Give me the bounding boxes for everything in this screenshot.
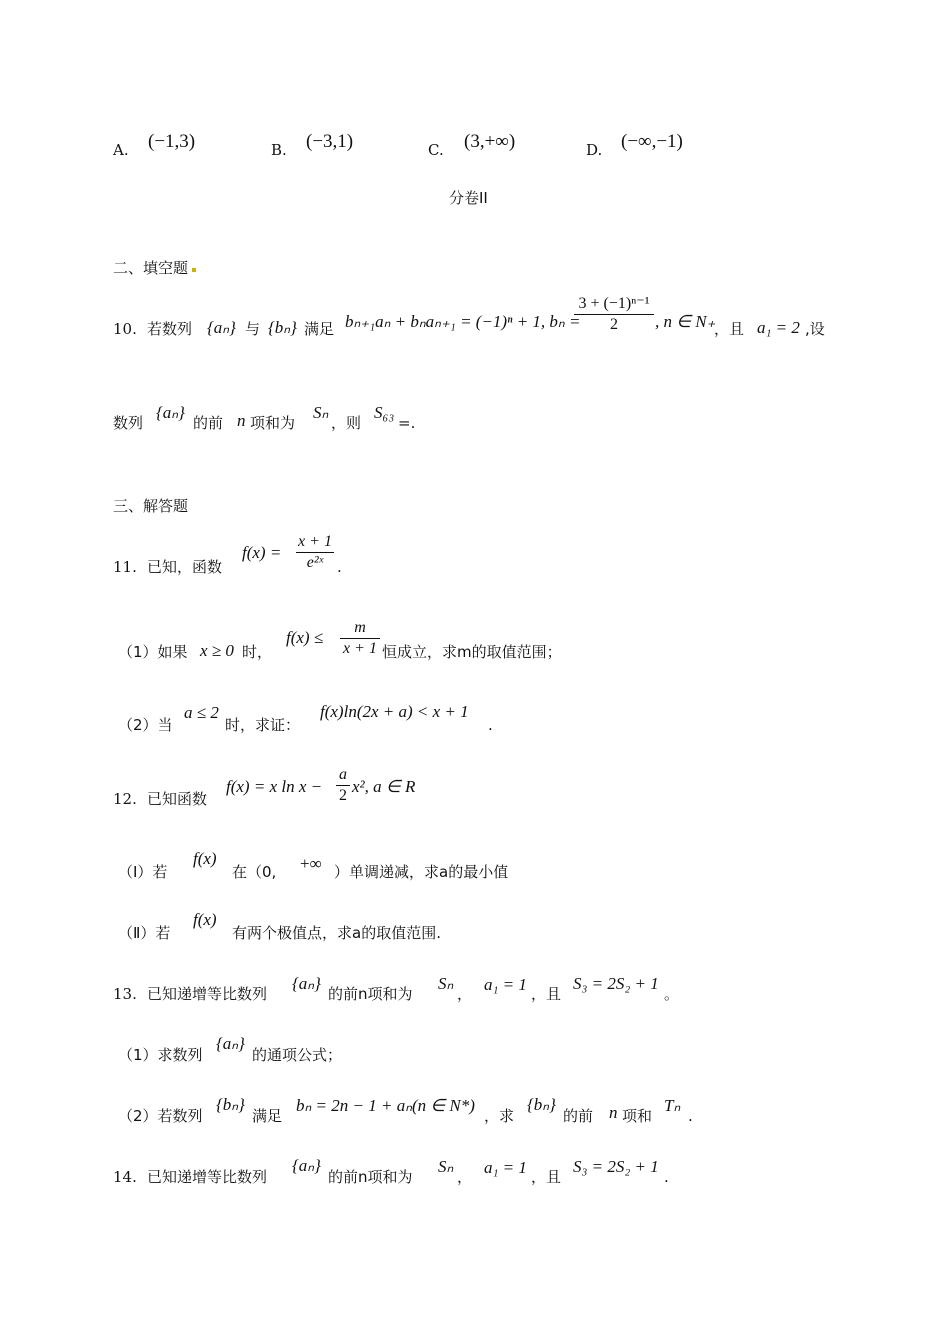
math-sum-63: S₆₃	[374, 403, 395, 422]
question-text: ）单调递减，求a的最小值	[334, 863, 509, 881]
question-number: 13.	[113, 985, 137, 1003]
question-text: .	[664, 1168, 669, 1186]
fraction-numerator: a	[339, 766, 347, 783]
math-fraction	[336, 766, 350, 805]
math-condition: , n ∈ N₊	[655, 312, 716, 331]
option-a-value: (−1,3)	[148, 131, 196, 152]
question-text: 项和为	[250, 414, 296, 432]
part-label: （2）若数列	[118, 1107, 203, 1125]
math-sequence-a: {aₙ}	[207, 318, 236, 337]
math-initial-value: a₁ = 1	[484, 975, 527, 994]
question-text: 满足	[304, 320, 335, 338]
section-heading-answer: 三、解答题	[113, 497, 189, 515]
math-recurrence: bₙ₊₁aₙ + bₙaₙ₊₁ = (−1)ⁿ + 1, bₙ =	[345, 312, 581, 331]
fraction-numerator: 3 + (−1)ⁿ⁻¹	[578, 295, 650, 312]
question-text: .	[688, 1107, 693, 1125]
question-text: 有两个极值点，求a的取值范围.	[232, 924, 441, 942]
question-text: 若数列	[147, 320, 193, 338]
question-text: 已知函数	[147, 790, 208, 808]
question-text: 已知递增等比数列	[147, 985, 268, 1003]
math-sum: Sₙ	[313, 403, 329, 422]
question-text: 。	[664, 985, 680, 1003]
fraction-denominator: e²ˣ	[306, 554, 324, 571]
math-function: f(x)	[193, 849, 217, 868]
part-label: （1）求数列	[118, 1046, 203, 1064]
question-text: 项和	[622, 1107, 653, 1125]
question-text: 恒成立，求m的取值范围；	[382, 643, 562, 661]
fraction-denominator: 2	[339, 787, 347, 804]
question-number: 14.	[113, 1168, 137, 1186]
fraction-bar	[340, 638, 380, 639]
math-function: f(x)	[193, 910, 217, 929]
fraction-bar	[574, 314, 654, 315]
fraction-bar	[336, 785, 350, 786]
question-number: 10.	[113, 320, 137, 338]
question-text: 已知递增等比数列	[147, 1168, 268, 1186]
part-label: （Ⅰ）若	[118, 863, 168, 881]
part-label: （Ⅱ）若	[118, 924, 171, 942]
question-text: 在（0,	[232, 863, 277, 881]
math-condition: a ≤ 2	[184, 703, 219, 722]
question-text: ，且	[531, 1168, 562, 1186]
question-text: 的前	[193, 414, 224, 432]
question-text: 已知，函数	[147, 558, 223, 576]
question-text: 时，	[242, 643, 273, 661]
math-n: n	[609, 1103, 618, 1122]
question-number: 11.	[113, 558, 137, 576]
option-d-value: (−∞,−1)	[621, 131, 683, 152]
option-c-label: C.	[428, 141, 444, 159]
option-b-value: (−3,1)	[306, 131, 354, 152]
question-text: ，	[457, 985, 473, 1003]
question-text: ，	[457, 1168, 473, 1186]
question-text: 数列	[113, 414, 144, 432]
part-title: 分卷II	[449, 189, 488, 207]
fraction-denominator: 2	[610, 316, 618, 333]
question-number: 12.	[113, 790, 137, 808]
math-fraction	[296, 533, 334, 572]
question-text: ，则	[331, 414, 362, 432]
math-sum-t: Tₙ	[664, 1096, 681, 1115]
math-initial-value: a₁ = 2	[757, 318, 800, 337]
math-sum: Sₙ	[438, 974, 454, 993]
marker-dot-icon	[192, 268, 196, 272]
math-sequence-b: {bₙ}	[216, 1095, 245, 1114]
question-text: ，求	[484, 1107, 515, 1125]
part-label: （1）如果	[118, 643, 188, 661]
math-sequence-a: {aₙ}	[156, 403, 185, 422]
question-text: 与	[245, 320, 261, 338]
option-b-label: B.	[271, 141, 287, 159]
math-sequence-b: {bₙ}	[268, 318, 297, 337]
fraction-numerator: m	[354, 619, 366, 636]
section-heading-text: 二、填空题	[113, 259, 189, 277]
question-text: ,设	[805, 320, 825, 338]
question-text: 的通项公式；	[252, 1046, 343, 1064]
math-fraction	[574, 295, 654, 334]
fraction-bar	[296, 552, 334, 553]
question-text: ，且	[531, 985, 562, 1003]
question-text: 的前n项和为	[328, 985, 413, 1003]
math-sequence-a: {aₙ}	[292, 974, 321, 993]
math-function-rest: x², a ∈ R	[352, 777, 416, 796]
math-sequence-a: {aₙ}	[216, 1034, 245, 1053]
math-sum: Sₙ	[438, 1157, 454, 1176]
question-text: .	[488, 716, 493, 734]
math-equation: S₃ = 2S₂ + 1	[573, 974, 659, 993]
question-text: .	[337, 558, 342, 576]
fraction-numerator: x + 1	[298, 533, 332, 550]
math-equation: S₃ = 2S₂ + 1	[573, 1157, 659, 1176]
question-text: 满足	[252, 1107, 283, 1125]
math-fraction	[340, 619, 380, 658]
math-condition: x ≥ 0	[200, 641, 234, 660]
math-initial-value: a₁ = 1	[484, 1158, 527, 1177]
question-text: =.	[398, 414, 416, 432]
part-label: （2）当	[118, 716, 173, 734]
math-sequence-b: {bₙ}	[527, 1095, 556, 1114]
math-inequality: f(x)ln(2x + a) < x + 1	[320, 702, 469, 721]
math-function: f(x) =	[242, 543, 282, 562]
question-text: 时，求证：	[225, 716, 301, 734]
math-sequence-a: {aₙ}	[292, 1156, 321, 1175]
question-text: 的前	[563, 1107, 594, 1125]
math-infinity: +∞	[300, 854, 322, 873]
section-heading-fill-in	[113, 261, 196, 276]
option-c-value: (3,+∞)	[464, 131, 516, 152]
question-text: ，且	[714, 320, 745, 338]
option-d-label: D.	[586, 141, 603, 159]
math-function: f(x) ≤	[286, 628, 324, 647]
question-text: 的前n项和为	[328, 1168, 413, 1186]
option-a-label: A.	[113, 141, 129, 159]
math-function: f(x) = x ln x −	[226, 777, 323, 796]
math-equation: bₙ = 2n − 1 + aₙ(n ∈ N*)	[296, 1096, 475, 1115]
fraction-denominator: x + 1	[343, 640, 377, 657]
math-n: n	[237, 411, 246, 430]
